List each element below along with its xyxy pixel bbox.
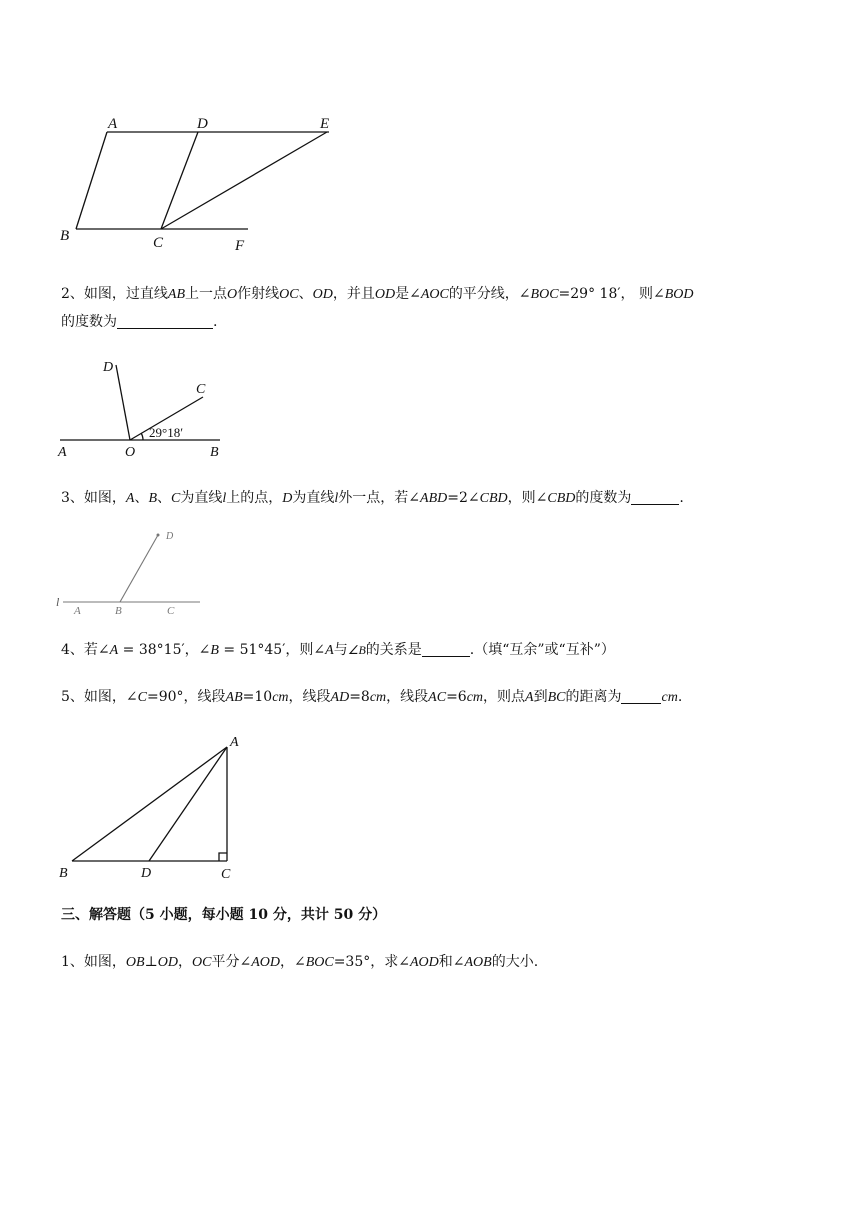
question-3: 3、如图，A、B、C为直线l上的点，D为直线l外一点，若∠ABD=2∠CBD，则∠CBD的度数为 . bbox=[61, 490, 684, 506]
fig2-label-c: C bbox=[196, 382, 206, 397]
fig2-label-b: B bbox=[210, 445, 219, 460]
figure-right-triangle bbox=[55, 728, 255, 883]
fig5-label-d: D bbox=[141, 866, 152, 881]
fig1-label-c: C bbox=[153, 235, 164, 251]
answer-blank[interactable] bbox=[631, 488, 679, 505]
question-4: 4、若∠A = 38°15′，∠B = 51°45′，则∠A与∠B的关系是 .（填“互余”或“互补”） bbox=[61, 642, 615, 658]
fig5-label-b: B bbox=[59, 866, 68, 881]
fig2-label-d: D bbox=[103, 360, 114, 375]
question-5: 5、如图，∠C=90°，线段AB=10cm，线段AD=8cm，线段AC=6cm，则点A到BC的距离为 cm. bbox=[61, 689, 683, 705]
question-2-line-2: 的度数为 . bbox=[61, 314, 218, 330]
figure-parallelogram bbox=[55, 110, 345, 255]
question-2-line-1: 2、如图，过直线AB上一点O作射线OC、OD，并且OD是∠AOC的平分线，∠BOC=29° 18′， 则∠BOD bbox=[61, 286, 694, 302]
fig1-label-b: B bbox=[60, 228, 70, 244]
fig2-label-a: A bbox=[58, 445, 67, 460]
fig2-label-o: O bbox=[125, 445, 136, 460]
fig3-label-l: l bbox=[56, 595, 60, 609]
fig5-label-a: A bbox=[230, 735, 239, 750]
fig3-label-b: B bbox=[115, 605, 122, 617]
section-heading: 三、解答题（5 小题，每小题 10 分，共计 50 分） bbox=[61, 907, 387, 923]
fig1-label-a: A bbox=[108, 116, 118, 132]
fig3-label-a: A bbox=[74, 605, 81, 617]
fig3-label-c: C bbox=[167, 605, 175, 617]
answer-blank[interactable] bbox=[621, 687, 661, 704]
section-3-question-1: 1、如图，OB⊥OD，OC平分∠AOD，∠BOC=35°，求∠AOD和∠AOB的大小. bbox=[61, 954, 539, 970]
fig5-label-c: C bbox=[221, 867, 231, 882]
fig1-label-f: F bbox=[235, 238, 245, 254]
fig2-angle-label: 29°18′ bbox=[149, 425, 184, 440]
fig1-label-d: D bbox=[197, 116, 208, 132]
figure-angle-bisector bbox=[55, 355, 230, 460]
fig3-label-d: D bbox=[166, 531, 174, 542]
fig1-label-e: E bbox=[320, 116, 330, 132]
figure-line-points bbox=[55, 527, 205, 619]
answer-blank[interactable] bbox=[422, 640, 470, 657]
answer-blank[interactable] bbox=[117, 312, 213, 329]
